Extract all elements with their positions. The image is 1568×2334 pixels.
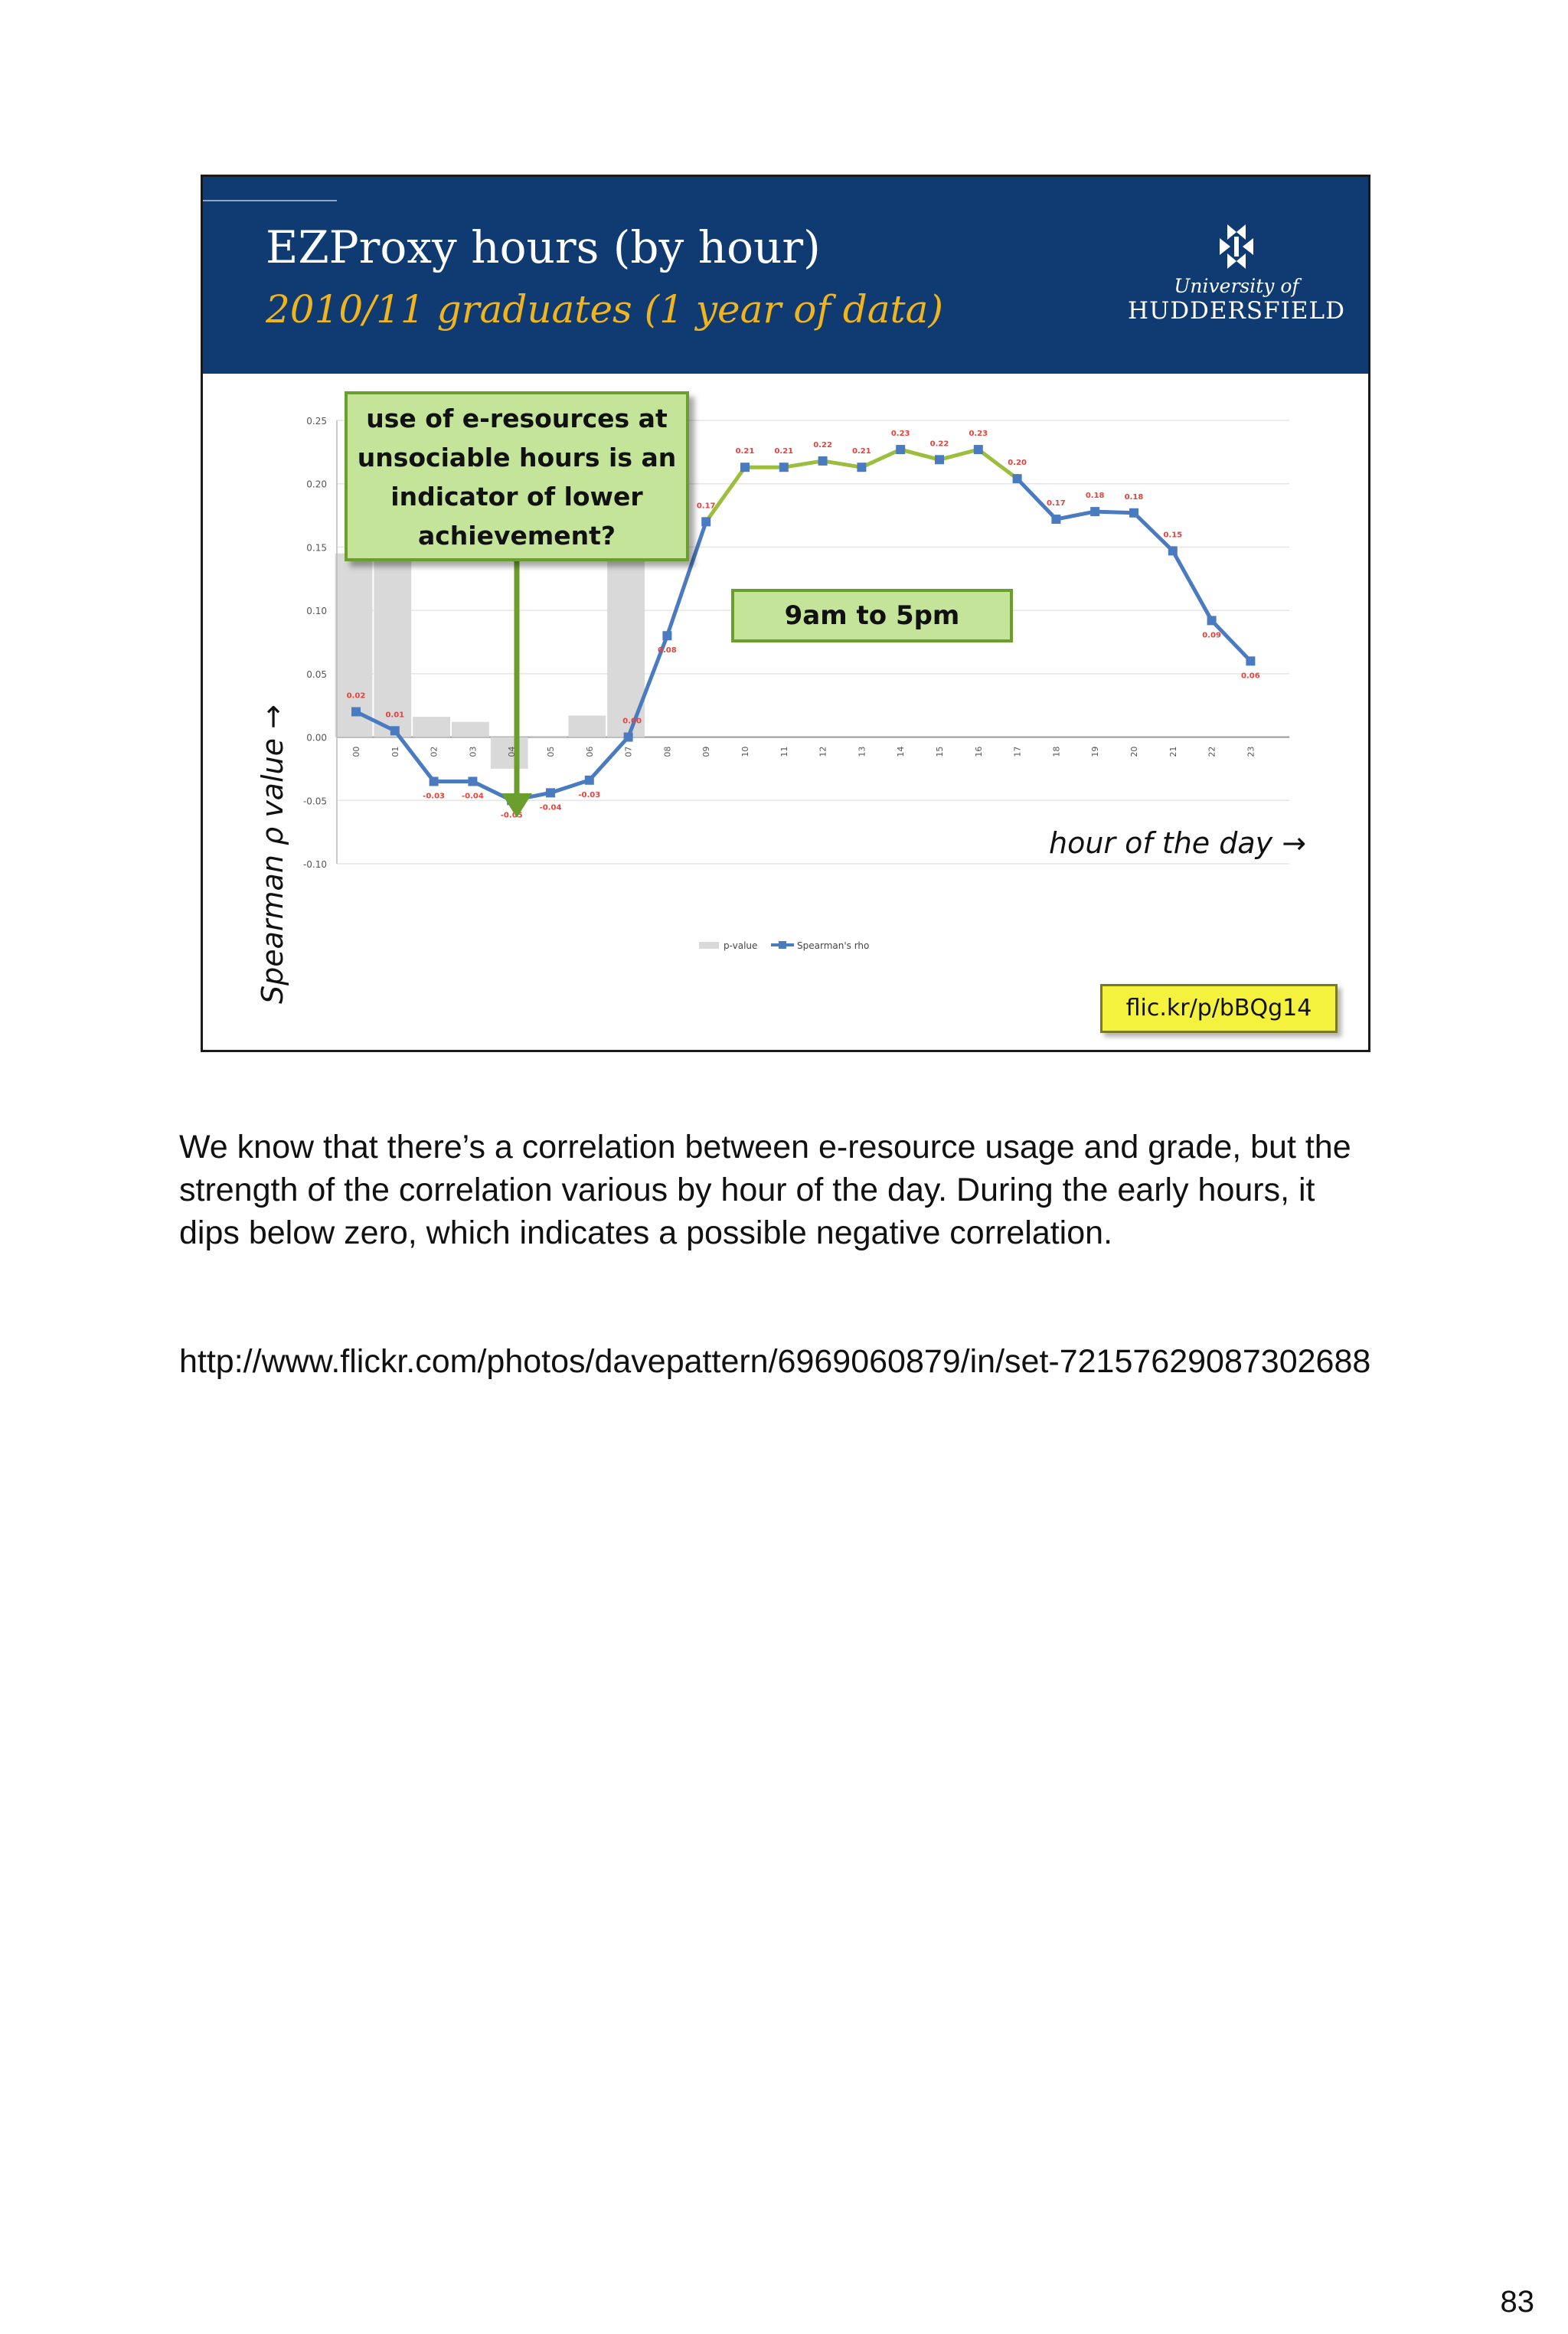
rho-line-segment [1056,512,1095,519]
y-tick-label: 0.20 [306,479,327,490]
callout-question: use of e-resources at unsociable hours is an indicator of lower achievement? [345,391,689,561]
x-tick-label: 07 [623,746,634,757]
rho-point [546,788,555,797]
x-tick-label: 10 [740,746,750,757]
speaker-notes [179,1126,1374,1469]
rho-line-segment [590,737,629,780]
rho-data-label: 0.21 [735,447,755,456]
rho-line-segment [1212,620,1251,661]
rho-data-label: -0.04 [461,792,484,801]
rho-data-label: -0.03 [423,792,446,801]
rho-point [818,456,828,466]
logo-line-1: University of [1174,275,1299,297]
rho-point [779,463,789,472]
y-tick-label: 0.15 [306,542,327,554]
x-tick-label: 03 [468,746,479,757]
rho-data-label: 0.17 [1047,499,1066,508]
rho-point [974,445,983,454]
y-tick-label: 0.00 [306,732,327,744]
legend-swatch-bars [699,942,719,949]
x-tick-label: 23 [1246,746,1256,757]
rho-data-label: 0.20 [1008,459,1027,468]
university-logo [1122,221,1351,336]
rho-point [701,517,710,526]
rho-data-label: -0.03 [578,790,601,799]
x-tick-label: 12 [818,746,828,757]
rho-line-segment [395,731,434,781]
rho-point [390,726,400,735]
rho-data-label: 0.18 [1085,492,1105,501]
x-tick-label: 21 [1168,746,1178,757]
x-tick-label: 11 [779,746,789,757]
logo-line-2: HUDDERSFIELD [1128,297,1345,325]
x-tick-label: 16 [973,746,984,757]
y-tick-label: -0.05 [302,796,327,807]
rho-data-label: 0.02 [346,691,366,701]
rho-data-label: 0.21 [852,447,871,456]
rho-data-label: 0.06 [1241,672,1260,681]
rho-point [1051,515,1060,524]
notes-link: http://www.flickr.com/photos/davepattern/6969060879/in/set-72157629087302688 [179,1343,1371,1380]
y-tick-label: 0.05 [306,668,327,680]
rho-point [935,455,944,464]
x-tick-label: 09 [701,746,712,757]
slide-title: EZProxy hours (by hour) [266,221,821,273]
rho-point [1090,507,1099,516]
rho-point [740,463,750,472]
rho-line-segment [900,449,939,459]
rho-point [468,776,477,786]
rho-point [624,733,633,742]
rho-data-label: 0.15 [1163,531,1183,540]
rho-line-segment [939,449,978,459]
x-tick-label: 20 [1129,746,1139,757]
x-tick-label: 08 [662,746,673,757]
rho-data-label: 0.22 [929,440,949,449]
rho-point [1168,546,1178,555]
rho-data-label: 0.08 [658,646,677,655]
rho-data-label: 0.23 [890,430,910,439]
x-tick-label: 13 [857,746,867,757]
rho-point [857,463,866,472]
y-tick-label: -0.10 [302,859,327,870]
y-tick-label: 0.10 [306,606,327,617]
huddersfield-logo-icon [1214,221,1259,272]
p-value-bar [530,736,567,737]
rho-point [430,776,439,786]
p-value-bar [413,717,450,737]
slide [201,175,1370,1052]
x-tick-label: 00 [351,746,361,757]
legend-swatch-point [779,941,786,949]
rho-point [585,776,594,785]
x-tick-label: 02 [429,746,439,757]
notes-paragraph: We know that there’s a correlation between e-resource usage and grade, but the strength of the correlation various by hour of the day. During the early hours, it dips below zero, which indicates a possible negative correlation. [179,1129,1351,1251]
rho-data-label: 0.09 [1202,631,1221,640]
p-value-bar [452,722,489,737]
header-rule [203,200,337,201]
callout-hours: 9am to 5pm [731,589,1013,642]
rho-point [1129,508,1138,518]
slide-subtitle: 2010/11 graduates (1 year of data) [266,287,943,332]
page-number: 83 [1500,2285,1534,2319]
rho-point [1013,474,1022,483]
x-tick-label: 05 [546,746,556,757]
x-tick-label: 15 [935,746,945,757]
legend-label: Spearman's rho [797,940,870,951]
x-tick-label: 14 [896,746,906,757]
x-tick-label: 22 [1207,746,1217,757]
rho-data-label: -0.04 [539,803,562,812]
rho-line-segment [706,467,745,521]
x-tick-label: 19 [1090,746,1101,757]
rho-data-label: 0.17 [696,502,716,511]
rho-data-label: 0.01 [385,711,405,720]
rho-point [662,631,671,640]
credit-box: flic.kr/p/bBQg14 [1100,984,1338,1033]
slide-header [203,177,1368,374]
rho-data-label: 0.18 [1124,492,1144,502]
legend-label: p-value [724,940,758,951]
rho-line-segment [823,461,862,467]
rho-data-label: 0.21 [774,447,794,456]
p-value-bar [568,715,606,737]
rho-point [896,445,905,454]
rho-data-label: 0.22 [813,440,832,449]
rho-point [1246,656,1255,665]
x-tick-label: 04 [507,746,518,757]
x-tick-label: 17 [1012,746,1023,757]
x-tick-label: 01 [390,746,400,757]
x-tick-label: 06 [584,746,595,757]
rho-point [351,707,361,716]
x-tick-label: 18 [1051,746,1062,757]
y-tick-label: 0.25 [306,416,327,427]
x-axis-title: hour of the day → [1049,826,1307,860]
rho-data-label: 0.00 [622,717,642,726]
rho-line-segment [1095,512,1134,513]
rho-data-label: 0.23 [969,430,988,439]
y-axis-title: Spearman ρ value → [256,704,289,1004]
rho-data-label: -0.05 [500,811,523,820]
rho-line-segment [784,461,823,467]
rho-point [1207,616,1217,625]
